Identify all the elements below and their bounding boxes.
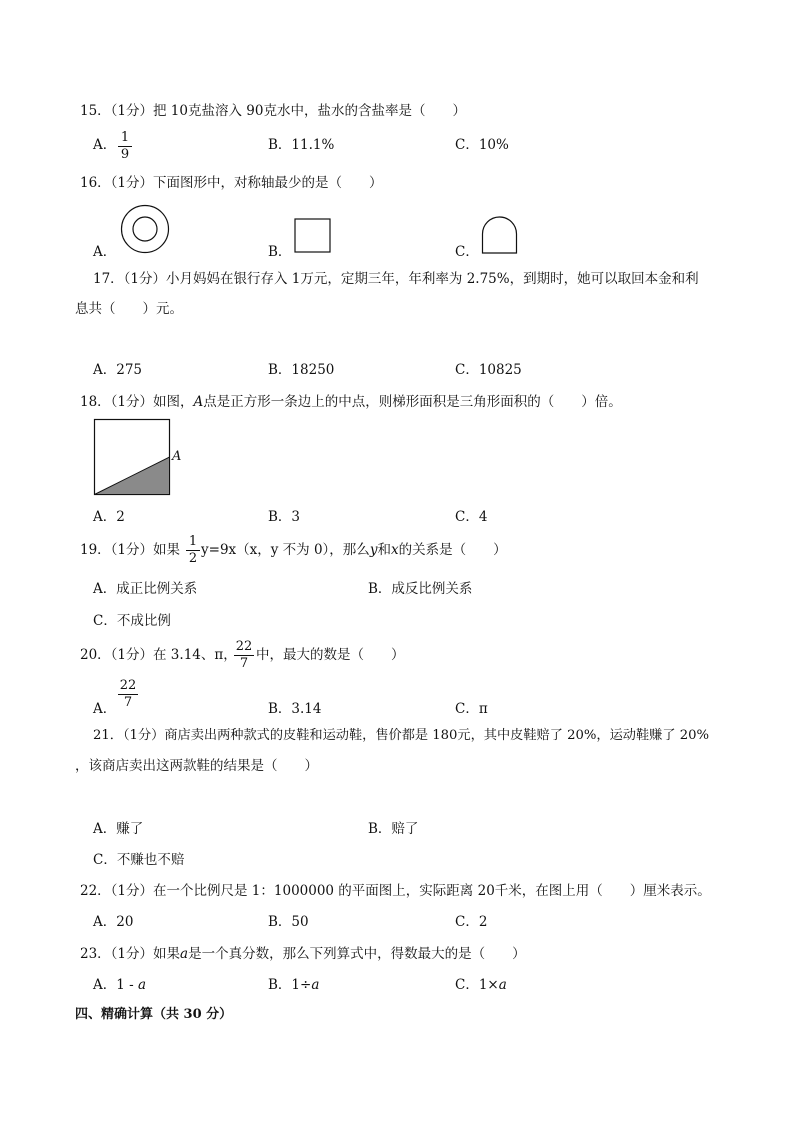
q17-stem-line1: 17．（1分）小月妈妈在银行存入 1万元，定期三年，年利率为 2.75%，到期时，她可以取回本金和利 [93,271,699,287]
q19-fraction [186,535,200,566]
fraction-numerator: 22 [119,678,137,693]
q22-option-b: B．50 [268,914,309,930]
q19-stem-mid: y=9x（x，y 不为 0），那么 [201,542,370,558]
q23-stem-var: a [180,946,189,962]
fraction-denominator: 9 [120,147,130,162]
figure-label-a: A [172,449,182,464]
q20-fraction [234,640,254,671]
fraction-denominator: 7 [123,695,133,710]
q21-stem-line2: ，该商店卖出这两款鞋的结果是（ ） [75,758,318,774]
q15-option-a-label: A． [93,137,117,153]
q19-stem-rest [201,541,507,559]
q16-stem: 16．（1分）下面图形中，对称轴最少的是（ ） [80,175,383,191]
q21-stem-line1: 21．（1分）商店卖出两种款式的皮鞋和运动鞋，售价都是 180元，其中皮鞋赔了 20%，运动鞋赚了 20% [93,728,710,743]
q18-option-a: A．2 [93,509,125,525]
q21-option-c: C．不赚也不赔 [93,852,185,868]
q17-option-b: B．18250 [268,362,335,378]
q18-stem-pre: 18．（1分）如图， [80,394,194,410]
q22-stem: 22．（1分）在一个比例尺是 1：1000000 的平面图上，实际距离 20千米，在图上用（ ）厘米表示。 [80,883,711,899]
q21-option-a: A．赚了 [93,821,144,837]
q23-stem [80,945,526,963]
q22-option-a: A．20 [93,914,134,930]
fraction-numerator: 1 [186,535,200,551]
q20-option-c: C．π [455,701,488,717]
q16-option-c: C． [455,244,479,260]
q15-option-c: C．10% [455,137,509,153]
q18-option-b: B．3 [268,509,301,525]
q17-option-a: A．275 [93,362,143,378]
q23-option-a-var: a [137,977,147,993]
square-figure [294,218,332,254]
section-4-heading: 四、精确计算（共 30 分） [75,1007,233,1022]
q18-option-c: C．4 [455,509,488,525]
fraction-denominator: 2 [188,551,198,566]
fraction-numerator: 1 [118,131,132,147]
q19-option-b: B．成反比例关系 [368,581,473,597]
q23-option-c-var: a [498,977,507,993]
q23-stem-pre: 23．（1分）如果 [80,946,181,962]
q23-option-b [268,976,319,994]
concentric-circles-figure [120,204,170,254]
trapezoid-square-figure [93,418,189,498]
q19-option-c: C．不成比例 [93,613,171,629]
q18-stem [80,393,622,411]
q15-option-a-fraction [118,131,132,162]
q16-option-a: A． [93,244,117,260]
q21-option-b: B．赔了 [368,821,419,837]
q19-var-y: y [369,542,378,558]
q15-option-b: B．11.1% [268,137,335,153]
arch-figure [481,216,519,254]
q18-stem-var: A [193,394,204,410]
q20-option-a-fraction [118,679,138,710]
q16-option-b: B． [268,244,292,260]
q17-stem-line2: 息共（ ）元。 [75,301,183,317]
q20-option-a-label: A． [93,701,117,717]
q17-option-c: C．10825 [455,362,522,378]
q20-stem-post: 中，最大的数是（ ） [256,647,405,663]
q19-and: 和 [377,542,391,558]
q23-option-c-text: C．1× [455,977,499,993]
q20-option-b: B．3.14 [268,701,322,717]
q20-stem-pre: 20．（1分）在 3.14、π， [80,647,237,663]
q23-option-b-text: B．1÷ [268,977,312,993]
q23-option-a-text: A．1 - [93,977,138,993]
q23-option-c [455,976,507,994]
q15-stem: 15．（1分）把 10克盐溶入 90克水中，盐水的含盐率是（ ） [80,103,466,119]
q23-stem-post: 是一个真分数，那么下列算式中，得数最大的是（ ） [188,946,526,962]
q19-var-x: x [390,542,399,558]
q23-option-b-var: a [311,977,320,993]
q19-stem-pre: 19．（1分）如果 [80,542,181,558]
q19-stem-post: 的关系是（ ） [398,542,507,558]
q19-option-a: A．成正比例关系 [93,581,198,597]
fraction-denominator: 7 [239,656,249,671]
q22-option-c: C．2 [455,914,488,930]
q23-option-a [93,976,146,994]
q18-stem-post: 点是正方形一条边上的中点，则梯形面积是三角形面积的（ ）倍。 [203,394,622,410]
fraction-numerator: 22 [235,639,253,654]
